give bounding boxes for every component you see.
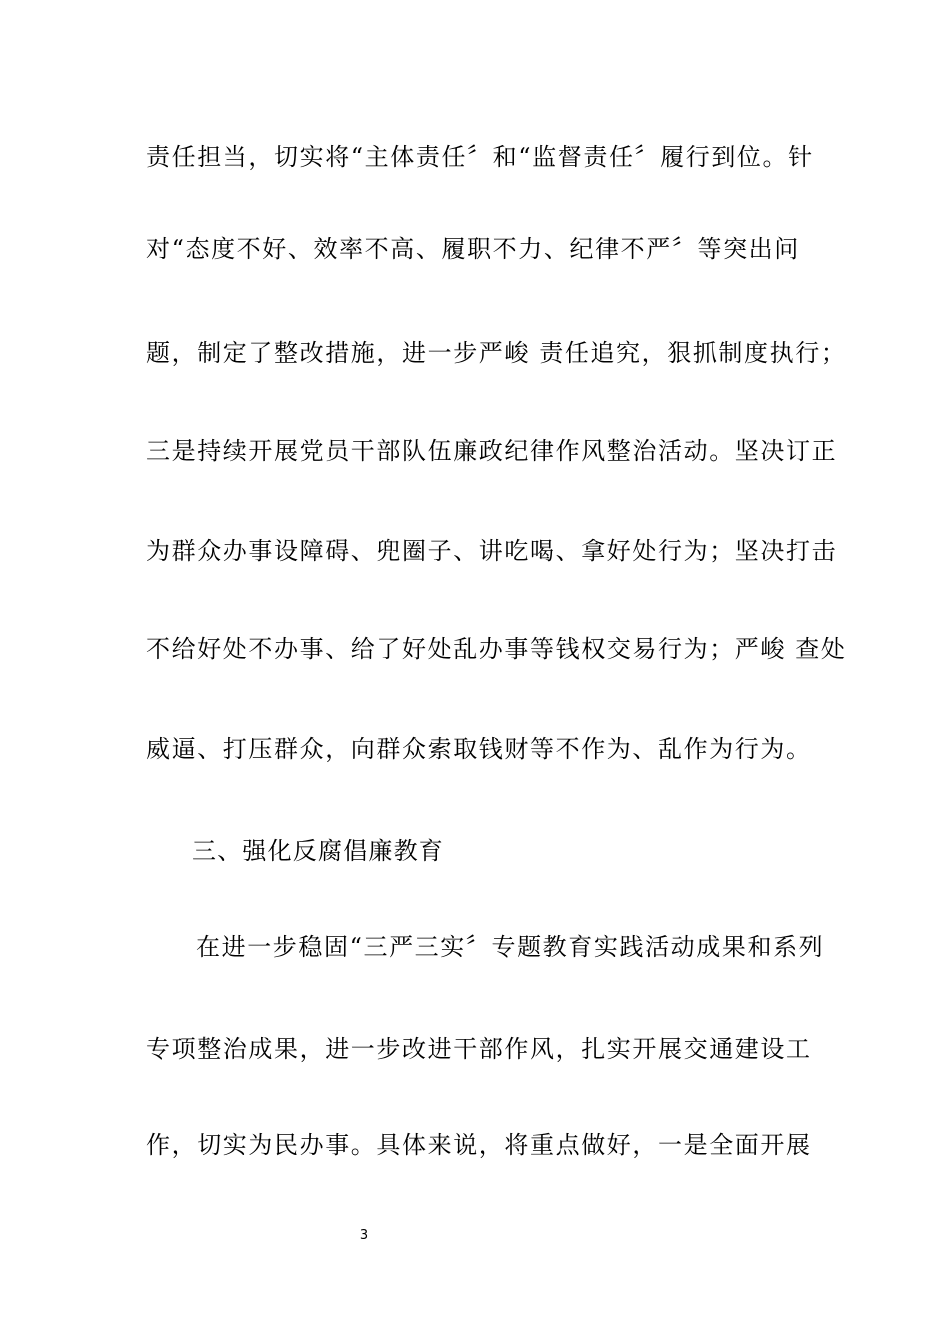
text-line: 对“态度不好、效率不高、履职不力、纪律不严〞等突出问 (146, 235, 800, 263)
text-line: 责任担当，切实将“主体责任〞和“监督责任〞履行到位。针 (146, 143, 814, 171)
text-line: 题，制定了整改措施，进一步严峻 责任追究，狠抓制度执行； (146, 339, 847, 367)
text-line: 作，切实为民办事。具体来说，将重点做好，一是全面开展 (146, 1131, 812, 1159)
section-heading: 三、强化反腐倡廉教育 (192, 837, 444, 865)
text-line: 三是持续开展党员干部队伍廉政纪律作风整治活动。坚决订正 (146, 437, 838, 465)
text-line: 为群众办事设障碍、兜圈子、讲吃喝、拿好处行为；坚决打击 (146, 537, 838, 565)
text-line: 专项整治成果，进一步改进干部作风，扎实开展交通建设工 (146, 1035, 812, 1063)
text-line: 不给好处不办事、给了好处乱办事等钱权交易行为；严峻 查处 (146, 635, 847, 663)
page-number: 3 (359, 1228, 369, 1243)
text-line: 威逼、打压群众，向群众索取钱财等不作为、乱作为行为。 (146, 735, 812, 763)
text-line: 在进一步稳固“三严三实〞专题教育实践活动成果和系列 (196, 933, 825, 961)
